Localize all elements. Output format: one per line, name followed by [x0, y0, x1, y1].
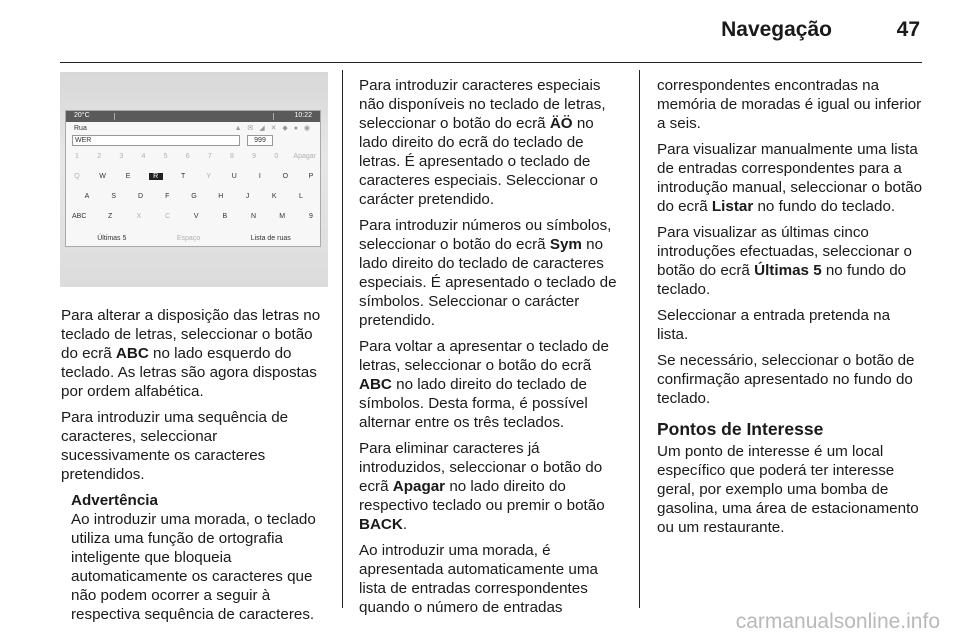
- key-letter[interactable]: X: [136, 213, 142, 220]
- key-letter[interactable]: J: [245, 193, 250, 200]
- key-letter[interactable]: K: [271, 193, 277, 200]
- top-bar-separator: [114, 113, 115, 120]
- status-icons: ▲ ✉ ◢ ✕ ◆ ● ◉: [234, 125, 312, 132]
- key-letter[interactable]: S: [111, 193, 117, 200]
- delete-button[interactable]: Apagar: [293, 153, 316, 160]
- paragraph: Para introduzir caracteres especiais não disponíveis no teclado de letras, seleccionar o botão do ecrã ÄÖ no lado direito do ecrã do teclado de letras. É apresentado o teclado de caracteres especiais. Seleccionar o carácter pretendido.: [359, 77, 606, 208]
- header-rule: [60, 62, 922, 63]
- temperature-readout: 20°C: [74, 112, 90, 119]
- match-count: 999: [247, 135, 273, 146]
- letters-row-3: [72, 213, 316, 220]
- paragraph: Um ponto de interesse é um local específico que poderá ter interesse geral, por exemplo uma bomba de gasolina, uma área de estacionamento ou um restaurante.: [657, 443, 919, 536]
- text-column-2: [359, 76, 625, 624]
- key-letter[interactable]: C: [164, 213, 170, 220]
- field-label: Rua: [74, 125, 87, 132]
- paragraph: Para visualizar manualmente uma lista de entradas correspondentes para a introdução manual, seleccionar o botão do ecrã Listar no fundo do teclado.: [657, 141, 923, 215]
- page-header-title: Navegação: [721, 18, 832, 41]
- key-letter[interactable]: Z: [107, 213, 113, 220]
- key-letter[interactable]: Q: [74, 173, 80, 180]
- key-digit[interactable]: 8: [230, 153, 234, 160]
- paragraph: Para voltar a apresentar o teclado de letras, seleccionar o botão do ecrã ABC no lado direito do teclado de símbolos. Desta forma, é possível alternar entre os três teclados.: [359, 338, 609, 431]
- key-letter[interactable]: E: [125, 173, 131, 180]
- key-digit[interactable]: 9: [308, 213, 313, 220]
- keyboard-screen: [65, 110, 321, 247]
- letters-row-1: [72, 173, 316, 180]
- key-digit[interactable]: 6: [185, 153, 190, 160]
- key-digit[interactable]: 9: [252, 153, 257, 160]
- key-letter-selected[interactable]: R: [149, 173, 163, 180]
- paragraph: Ao introduzir uma morada, é apresentada automaticamente uma lista de entradas correspondentes quando o número de entradas: [359, 542, 598, 616]
- key-digit[interactable]: 4: [141, 153, 146, 160]
- key-letter[interactable]: B: [222, 213, 228, 220]
- paragraph: Para alterar a disposição das letras no teclado de letras, seleccionar o botão do ecrã ABC no lado esquerdo do teclado. As letras são agora dispostas por ordem alfabética.: [61, 307, 321, 400]
- column-divider-2: [639, 70, 640, 608]
- key-letter[interactable]: U: [231, 173, 237, 180]
- key-letter[interactable]: V: [193, 213, 199, 220]
- abc-mode-button[interactable]: ABC: [72, 213, 87, 220]
- paragraph: Para visualizar as últimas cinco introduções efectuadas, seleccionar o botão do ecrã Últimas 5 no fundo do teclado.: [657, 224, 912, 298]
- key-digit[interactable]: 1: [75, 153, 79, 160]
- text-column-1: [61, 306, 327, 624]
- key-letter[interactable]: G: [191, 193, 197, 200]
- note-box: [71, 491, 327, 624]
- note-body: Ao introduzir uma morada, o teclado utiliza uma função de ortografia inteligente que bloqueia automaticamente os caracteres que não podem ocorrer a seguir à respectiva sequência de caracteres.: [71, 511, 316, 623]
- key-letter[interactable]: F: [165, 193, 170, 200]
- digits-row: [72, 153, 316, 160]
- paragraph: Seleccionar a entrada pretenda na lista.: [657, 307, 891, 343]
- street-list-button[interactable]: Lista de ruas: [250, 235, 291, 242]
- keyboard-bottom-bar: [72, 235, 316, 242]
- key-digit[interactable]: 2: [97, 153, 102, 160]
- text-column-3: [657, 76, 923, 544]
- key-letter[interactable]: D: [137, 193, 144, 200]
- paragraph: Para introduzir uma sequência de caracteres, seleccionar sucessivamente os caracteres pretendidos.: [61, 409, 289, 483]
- letters-row-2: [82, 193, 306, 200]
- key-letter[interactable]: L: [299, 193, 303, 200]
- key-letter[interactable]: M: [279, 213, 286, 220]
- key-letter[interactable]: W: [99, 173, 106, 180]
- paragraph: Se necessário, seleccionar o botão de confirmação apresentado no fundo do teclado.: [657, 352, 915, 407]
- address-input[interactable]: WER: [72, 135, 240, 146]
- paragraph: correspondentes encontradas na memória de moradas é igual ou inferior a seis.: [657, 77, 922, 132]
- page-number: 47: [896, 18, 920, 41]
- key-digit[interactable]: 7: [207, 153, 212, 160]
- last-five-button[interactable]: Últimas 5: [97, 235, 127, 242]
- clock-readout: 10:22: [294, 112, 312, 119]
- key-letter[interactable]: A: [84, 193, 90, 200]
- key-letter[interactable]: H: [218, 193, 224, 200]
- top-bar-separator: [273, 113, 274, 120]
- watermark: carmanualsonline.info: [735, 610, 940, 633]
- key-digit[interactable]: 5: [163, 153, 168, 160]
- keyboard-screen-image: [60, 72, 328, 287]
- column-divider-1: [342, 70, 343, 608]
- screen-top-bar: [66, 111, 320, 122]
- key-digit[interactable]: 0: [274, 153, 279, 160]
- key-letter[interactable]: O: [282, 173, 289, 180]
- paragraph: Para introduzir números ou símbolos, seleccionar o botão do ecrã Sym no lado direito do teclado de caracteres especiais. É apresentado o teclado de símbolos. Seleccionar o carácter pretendido.: [359, 217, 617, 329]
- key-letter[interactable]: N: [251, 213, 257, 220]
- space-button[interactable]: Espaço: [176, 235, 201, 242]
- section-heading: Pontos de Interesse: [657, 419, 824, 439]
- key-digit[interactable]: 3: [119, 153, 124, 160]
- paragraph: Para eliminar caracteres já introduzidos, seleccionar o botão do ecrã Apagar no lado direito do respectivo teclado ou premir o botão BACK.: [359, 440, 605, 533]
- key-letter[interactable]: T: [181, 173, 186, 180]
- key-letter[interactable]: P: [308, 173, 314, 180]
- key-letter[interactable]: I: [258, 173, 261, 180]
- note-title: Advertência: [71, 492, 158, 509]
- key-letter[interactable]: Y: [206, 173, 212, 180]
